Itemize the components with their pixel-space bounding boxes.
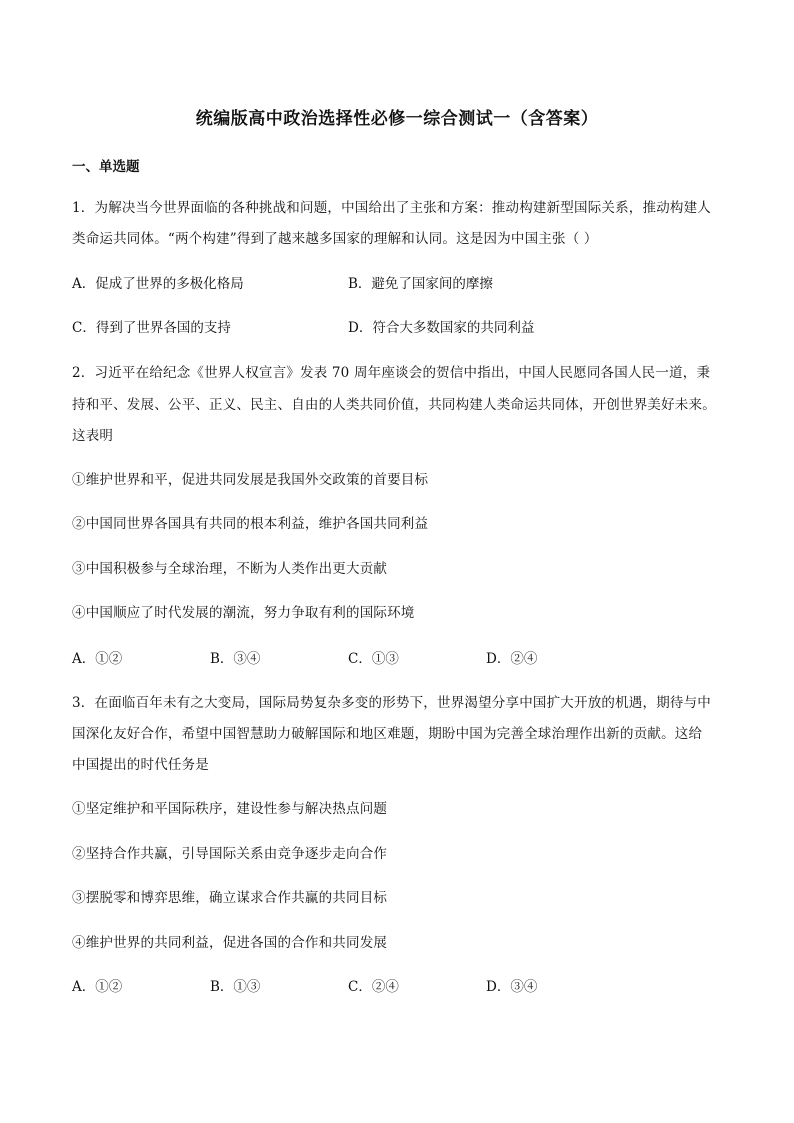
document-title: 统编版高中政治选择性必修一综合测试一（含答案） [195,109,599,129]
question-3-option-a: A．①② [72,979,123,995]
question-3-statement-2: ②坚持合作共赢，引导国际关系由竞争逐步走向合作 [72,846,388,862]
question-2-option-c: C．①③ [348,651,399,667]
question-2-statement-2: ②中国同世界各国具有共同的根本利益，维护各国共同利益 [72,516,429,532]
question-1-option-a: A．促成了世界的多极化格局 [72,276,244,292]
question-3-option-b: B．①③ [210,979,261,995]
question-1-option-b: B．避免了国家间的摩擦 [348,276,493,292]
question-2-statement-1: ①维护世界和平，促进共同发展是我国外交政策的首要目标 [72,472,429,488]
question-3-stem-line-2: 国深化友好合作，希望中国智慧助力破解国际和地区难题，期盼中国为完善全球治理作出新的贡献。这给 [72,726,703,742]
section-heading: 一、单选题 [72,159,140,175]
question-3-statement-3: ③摆脱零和博弈思维，确立谋求合作共赢的共同目标 [72,890,388,906]
question-2-option-b: B．③④ [210,651,261,667]
question-2-statement-3: ③中国积极参与全球治理，不断为人类作出更大贡献 [72,561,388,577]
question-2-statement-4: ④中国顺应了时代发展的潮流，努力争取有利的国际环境 [72,605,415,621]
question-2-stem-line-2: 持和平、发展、公平、正义、民主、自由的人类共同价值，共同构建人类命运共同体，开创世界美好未来。 [72,397,716,413]
question-3-stem-line-3: 中国提出的时代任务是 [72,757,209,773]
question-2-stem-line-3: 这表明 [72,428,114,444]
question-1-stem-line-2: 类命运共同体。“两个构建”得到了越来越多国家的理解和认同。这是因为中国主张（ ） [72,231,598,247]
question-2-option-d: D．②④ [486,651,538,667]
question-3-option-d: D．③④ [486,979,538,995]
question-1-option-d: D．符合大多数国家的共同利益 [348,320,535,336]
question-3-statement-4: ④维护世界的共同利益，促进各国的合作和共同发展 [72,935,388,951]
question-2-stem-line-1: 2．习近平在给纪念《世界人权宣言》发表 70 周年座谈会的贺信中指出，中国人民愿同各国人民一道，秉 [72,365,711,381]
question-1-stem-line-1: 1．为解决当今世界面临的各种挑战和问题，中国给出了主张和方案：推动构建新型国际关系，推动构建人 [72,200,711,216]
question-1-option-c: C．得到了世界各国的支持 [72,320,231,336]
question-3-option-c: C．②④ [348,979,399,995]
question-3-stem-line-1: 3．在面临百年未有之大变局，国际局势复杂多变的形势下，世界渴望分享中国扩大开放的机遇，期待与中 [72,695,711,711]
question-3-statement-1: ①坚定维护和平国际秩序，建设性参与解决热点问题 [72,801,388,817]
question-2-option-a: A．①② [72,651,123,667]
